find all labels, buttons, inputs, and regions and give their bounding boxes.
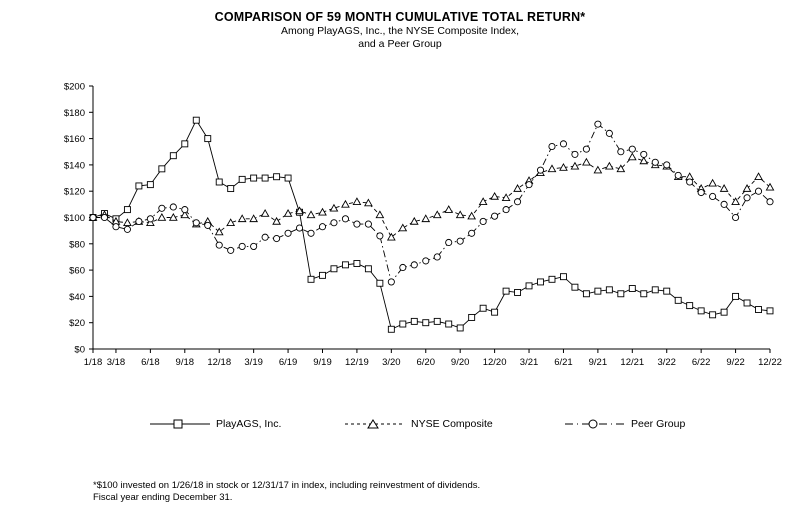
data-point	[503, 288, 509, 294]
data-point	[698, 308, 704, 314]
x-tick-label: 6/18	[141, 357, 160, 368]
data-point	[629, 286, 635, 292]
data-point	[721, 309, 727, 315]
series-3	[90, 121, 773, 285]
data-point	[239, 215, 246, 221]
data-point	[296, 225, 302, 231]
data-point	[434, 318, 440, 324]
x-tick-label: 6/20	[416, 357, 436, 368]
data-point	[262, 175, 268, 181]
data-point	[606, 130, 612, 136]
data-point	[319, 224, 325, 230]
data-point	[457, 238, 463, 244]
data-point	[571, 163, 578, 169]
y-tick-label: $140	[63, 160, 85, 172]
data-point	[572, 284, 578, 290]
data-point	[537, 167, 543, 173]
chart-axes	[93, 86, 770, 349]
data-point	[721, 201, 727, 207]
x-tick-label: 9/19	[313, 357, 332, 368]
data-point	[388, 279, 394, 285]
data-point	[710, 193, 716, 199]
data-point	[411, 262, 417, 268]
data-point	[205, 222, 211, 228]
data-point	[377, 233, 383, 239]
data-point	[274, 174, 280, 180]
data-point	[422, 215, 429, 221]
data-point	[147, 182, 153, 188]
legend-item-peer	[565, 418, 685, 430]
data-point	[514, 199, 520, 205]
y-tick-label: $120	[63, 186, 85, 198]
data-point	[113, 224, 119, 230]
data-point	[480, 305, 486, 311]
data-point	[755, 173, 762, 179]
data-point	[388, 326, 394, 332]
data-point	[618, 291, 624, 297]
data-point	[457, 325, 463, 331]
data-point	[353, 198, 360, 204]
x-tick-label: 9/18	[175, 357, 195, 368]
data-point	[101, 214, 107, 220]
footnote	[93, 480, 480, 504]
data-point	[319, 272, 325, 278]
y-tick-label: $0	[74, 344, 85, 356]
data-point	[342, 216, 348, 222]
y-tick-label: $100	[63, 213, 85, 224]
data-point	[583, 159, 590, 165]
data-point	[262, 234, 268, 240]
x-tick-label: 6/22	[691, 357, 711, 368]
data-point	[549, 143, 555, 149]
chart-legend	[0, 418, 800, 442]
data-point	[158, 214, 165, 220]
data-point	[400, 264, 406, 270]
data-point	[308, 276, 314, 282]
x-tick-label: 3/18	[106, 357, 126, 368]
data-point	[492, 213, 498, 219]
data-point	[698, 189, 704, 195]
legend-marker-circle	[565, 418, 625, 430]
data-point	[239, 243, 245, 249]
data-point	[469, 230, 475, 236]
data-point	[538, 279, 544, 285]
data-point	[251, 175, 257, 181]
data-point	[446, 321, 452, 327]
data-point	[767, 308, 773, 314]
subtitle-line-2: and a Peer Group	[358, 38, 442, 50]
data-point	[606, 163, 613, 169]
data-point	[124, 219, 131, 225]
data-point	[423, 320, 429, 326]
data-point	[147, 216, 153, 222]
data-point	[515, 289, 521, 295]
data-point	[400, 321, 406, 327]
data-point	[354, 261, 360, 267]
data-point	[652, 159, 658, 165]
data-point	[755, 188, 761, 194]
data-point	[124, 207, 130, 213]
data-point	[170, 204, 176, 210]
data-point	[629, 153, 636, 159]
footnote-line-1: *$100 invested on 1/26/18 in stock or 12/31/17 in index, including reinvestment of dividends.	[93, 480, 481, 491]
legend-label-nyse: NYSE Composite	[411, 418, 493, 431]
series-1	[90, 117, 773, 332]
data-point	[216, 179, 222, 185]
data-point	[469, 314, 475, 320]
data-point	[675, 297, 681, 303]
legend-label-peer: Peer Group	[631, 418, 686, 431]
data-point	[595, 288, 601, 294]
page-title: COMPARISON OF 59 MONTH CUMULATIVE TOTAL RETURN*	[214, 10, 586, 24]
data-point	[491, 193, 498, 199]
data-point	[228, 247, 234, 253]
data-point	[710, 312, 716, 318]
data-point	[457, 211, 464, 217]
data-point	[250, 215, 257, 221]
data-point	[251, 243, 257, 249]
legend-marker-triangle	[345, 418, 405, 430]
data-point	[560, 141, 566, 147]
y-tick-label: $20	[69, 318, 85, 330]
y-tick-label: $200	[63, 81, 85, 93]
y-tick-label: $160	[63, 134, 85, 146]
data-point	[285, 230, 291, 236]
x-tick-label: 12/21	[620, 357, 645, 368]
series-line	[93, 124, 770, 282]
data-point	[492, 309, 498, 315]
data-point	[182, 141, 188, 147]
series-2	[89, 153, 773, 240]
x-tick-label: 9/21	[588, 357, 608, 368]
data-point	[721, 185, 728, 191]
data-point	[756, 307, 762, 313]
data-point	[445, 206, 452, 212]
data-point	[205, 136, 211, 142]
data-point	[526, 182, 532, 188]
x-tick-label: 6/19	[278, 357, 298, 368]
x-tick-label: 12/18	[207, 357, 232, 368]
data-point	[170, 153, 176, 159]
data-point	[273, 218, 280, 224]
data-point	[606, 287, 612, 293]
data-point	[434, 211, 441, 217]
data-point	[549, 276, 555, 282]
data-point	[193, 220, 199, 226]
data-point	[548, 165, 555, 171]
x-tick-label: 12/22	[758, 357, 782, 368]
data-point	[124, 226, 130, 232]
data-point	[732, 214, 738, 220]
x-tick-label: 3/19	[244, 357, 263, 368]
data-point	[480, 198, 487, 204]
data-point	[446, 239, 452, 245]
data-point	[331, 266, 337, 272]
data-point	[744, 300, 750, 306]
data-point	[641, 291, 647, 297]
data-point	[365, 266, 371, 272]
y-tick-label: $80	[69, 239, 85, 251]
x-tick-label: 1/18	[83, 357, 103, 368]
data-point	[239, 176, 245, 182]
data-point	[675, 172, 681, 178]
data-point	[193, 117, 199, 123]
data-point	[159, 205, 165, 211]
data-point	[285, 175, 291, 181]
data-point	[377, 280, 383, 286]
x-tick-label: 6/21	[554, 357, 573, 368]
x-tick-label: 9/20	[450, 357, 470, 368]
data-point	[514, 185, 521, 191]
x-tick-label: 12/19	[345, 357, 369, 368]
data-point	[664, 288, 670, 294]
data-point	[136, 183, 142, 189]
data-point	[262, 210, 269, 216]
data-point	[411, 318, 417, 324]
data-point	[618, 149, 624, 155]
data-point	[480, 218, 486, 224]
data-point	[629, 146, 635, 152]
data-point	[376, 211, 383, 217]
data-point	[182, 207, 188, 213]
x-tick-label: 3/20	[382, 357, 401, 368]
data-point	[228, 186, 234, 192]
data-point	[216, 242, 222, 248]
data-point	[583, 291, 589, 297]
data-point	[595, 121, 601, 127]
legend-item-nyse	[345, 418, 493, 430]
legend-marker-square	[150, 418, 210, 430]
data-point	[354, 221, 360, 227]
data-point	[503, 207, 509, 213]
subtitle-line-1: Among PlayAGS, Inc., the NYSE Composite Index,	[280, 25, 520, 37]
data-point	[652, 287, 658, 293]
data-point	[399, 224, 406, 230]
data-point	[331, 220, 337, 226]
y-tick-label: $40	[69, 291, 85, 303]
data-point	[365, 221, 371, 227]
data-point	[342, 201, 349, 207]
data-point	[641, 151, 647, 157]
data-point	[90, 214, 96, 220]
data-point	[709, 180, 716, 186]
legend-label-playags: PlayAGS, Inc.	[216, 418, 282, 431]
data-point	[342, 262, 348, 268]
footnote-line-2: Fiscal year ending December 31.	[93, 492, 233, 503]
data-point	[307, 211, 314, 217]
data-point	[583, 146, 589, 152]
data-point	[767, 199, 773, 205]
x-tick-label: 12/20	[482, 357, 507, 368]
data-point	[273, 235, 279, 241]
data-point	[664, 162, 670, 168]
data-point	[687, 179, 693, 185]
data-point	[434, 254, 440, 260]
data-point	[159, 166, 165, 172]
data-point	[687, 303, 693, 309]
x-tick-label: 3/21	[519, 357, 539, 368]
data-point	[388, 234, 395, 240]
data-point	[744, 195, 750, 201]
legend-item-playags	[150, 418, 281, 430]
data-point	[560, 274, 566, 280]
data-point	[733, 293, 739, 299]
y-tick-label: $60	[69, 265, 85, 277]
data-point	[423, 258, 429, 264]
x-tick-label: 9/22	[726, 357, 745, 368]
data-point	[594, 167, 601, 173]
y-tick-label: $180	[63, 107, 85, 119]
data-point	[308, 230, 314, 236]
x-tick-label: 3/22	[657, 357, 676, 368]
data-point	[572, 151, 578, 157]
data-point	[136, 218, 142, 224]
data-point	[526, 283, 532, 289]
